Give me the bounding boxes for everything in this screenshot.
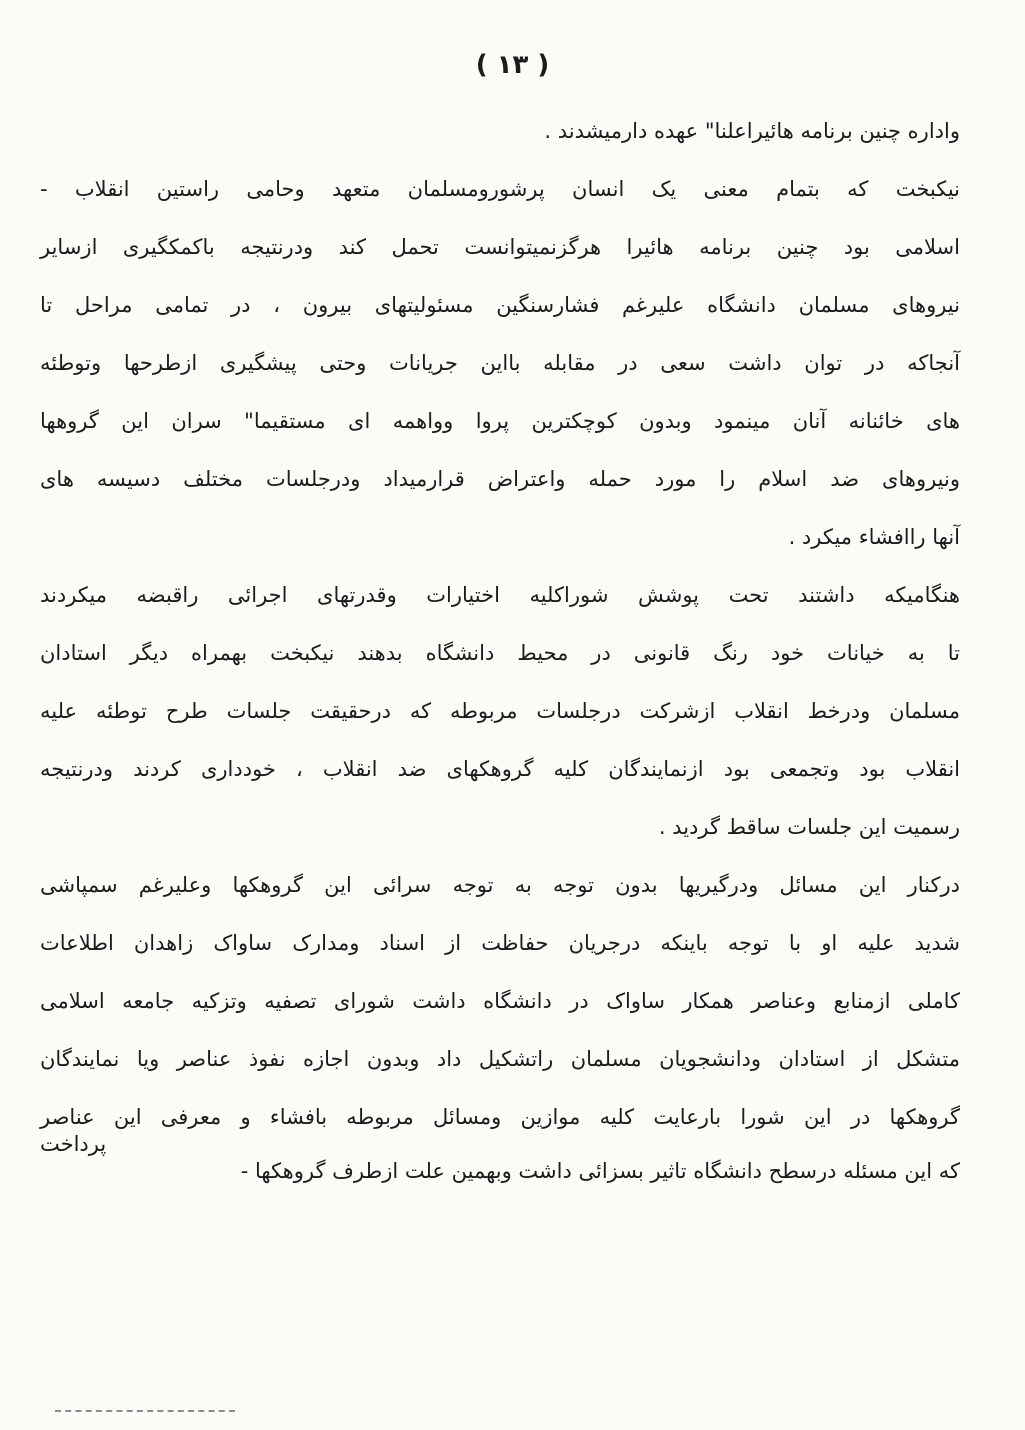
text-line: پرداخت [40, 1132, 107, 1156]
text-line: درکنار این مسائل ودرگیریها بدون توجه به توجه سرائی این گروهکها وعلیرغم سمپاشی [40, 873, 960, 897]
text-line: تا به خیانات خود رنگ قانونی در محیط دانشگاه بدهند نیکبخت بهمراه دیگر استادان [40, 641, 960, 665]
text-line: رسمیت این جلسات ساقط گردید . [658, 815, 960, 839]
footer-rule [55, 1410, 235, 1414]
text-line: شدید علیه او با توجه باینکه درجریان حفاظت از اسناد ومدارک ساواک زاهدان اطلاعات [40, 931, 960, 955]
page-number: ( ۱۳ ) [475, 50, 550, 80]
text-line: هنگامیکه داشتند تحت پوشش شوراکلیه اختیارات وقدرتهای اجرائی راقبضه میکردند [40, 583, 960, 607]
text-line: انقلاب بود وتجمعی بود ازنمایندگان کلیه گروهکهای ضد انقلاب ، خودداری کردند ودرنتیجه [40, 757, 960, 781]
text-line: واداره چنین برنامه هائیراعلنا" عهده دارمیشدند . [544, 119, 960, 143]
text-line: گروهکها در این شورا بارعایت کلیه موازین ومسائل مربوطه بافشاء و معرفی این عناصر [40, 1105, 960, 1129]
text-line: که این مسئله درسطح دانشگاه تاثیر بسزائی داشت وبهمین علت ازطرف گروهکها - [240, 1159, 960, 1183]
text-line: آنجاکه در توان داشت سعی در مقابله بااین جریانات وحتی پیشگیری ازطرحها وتوطئه [40, 351, 960, 375]
text-line: ونیروهای ضد اسلام را مورد حمله واعتراض قرارمیداد ودرجلسات مختلف دسیسه های [40, 467, 960, 491]
text-line: کاملی ازمنابع وعناصر همکار ساواک در دانشگاه داشت شورای تصفیه وتزکیه جامعه اسلامی [40, 989, 960, 1013]
text-line: متشکل از استادان ودانشجویان مسلمان راتشکیل داد وبدون اجازه نفوذ عناصر ویا نمایندگان [40, 1047, 960, 1071]
text-line: نیروهای مسلمان دانشگاه علیرغم فشارسنگین مسئولیتهای بیرون ، در تمامی مراحل تا [40, 293, 960, 317]
text-line: های خائنانه آنان مینمود وبدون کوچکترین پروا وواهمه ای مستقیما" سران این گروهها [40, 409, 960, 433]
text-line: اسلامی بود چنین برنامه هائیرا هرگزنمیتوانست تحمل کند ودرنتیجه باکمکگیری ازسایر [40, 235, 960, 259]
text-line: آنها راافشاء میکرد . [788, 525, 960, 549]
document-body [40, 116, 960, 1186]
text-line: مسلمان ودرخط انقلاب ازشرکت درجلسات مربوطه که درحقیقت جلسات طرح توطئه علیه [40, 699, 960, 723]
text-line: نیکبخت که بتمام معنی یک انسان پرشورومسلمان متعهد وحامی راستین انقلاب - [40, 177, 960, 201]
